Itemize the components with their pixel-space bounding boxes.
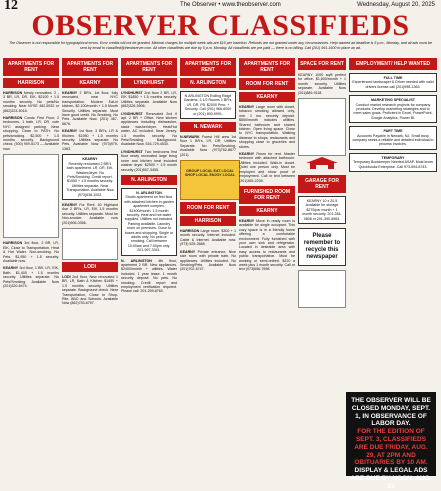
masthead-title: OBSERVER CLASSIFIEDS <box>31 9 410 42</box>
ad-title: HARRISON <box>3 241 23 246</box>
classified-ad <box>62 203 118 225</box>
ad-title: KEARNY <box>180 249 196 254</box>
ad-text: Two bedrooms first floor newly renovated large living room and kitchen heat included washer dryer. $2500 + 1.5 month security (201)507-3455. <box>121 149 177 172</box>
ad-title: KEARNY <box>62 129 78 134</box>
subsection-header: LODI <box>62 262 118 272</box>
ad-title: KEARNY <box>62 202 78 207</box>
classified-ad <box>3 241 59 263</box>
ad-text: Renovated 2nd fl apt. 2 BR + Office. New kitchen appliances including dishwasher, stack washer/dryer. Heat/Hot water, AC included. Near Jersey. 1.5 months security. No Pets/Smoking. Background. Available Now. 516-729-4530. <box>121 111 177 147</box>
page-number: 12 <box>4 0 18 13</box>
classified-ad <box>3 91 59 113</box>
ad-title: N. ARLINGTON <box>136 190 162 195</box>
classified-ad <box>121 91 177 109</box>
ad-title: TEMPORARY <box>381 155 405 160</box>
section-header: APARTMENTS FOR RENT <box>3 58 59 76</box>
ad-text: Studio apartment on first floor with attached kitchen in garden apartment complex. $1400/month. 1.5 month security. Heat and hot water supplied. Utilities not included. Parking available. Laundry room on premises. Close to buses and shopping. Single or adults only. No pets or smoking. Call between 10:00am and 7:00pm only. 201-997-3341. <box>124 195 174 253</box>
policy-notice: The Observer is not responsible for typographical errors. Error credits will not be granted. Minimal charges for multiple week ads are $10 per insertion. Refunds are not granted under any circumstances. Help wanted ad deadline is 5 p.m., Monday, and all ads must be sent by email to classified@theobserver.com. All other classifieds are due by 5 p.m. Monday. All classifieds are pre-paid — there is no billing. Call (201) 991-1600 to place an ad. <box>8 41 432 50</box>
ad-text: Private entrance. Nice size room with private bath. No appliances. Utilities included. No Smoking/Pets. Available Now (201)702-6747. <box>180 249 236 272</box>
masthead <box>0 9 441 42</box>
boxed-ad <box>62 154 118 200</box>
classified-ad <box>62 129 118 151</box>
subsection-header: KEARNY <box>62 78 118 88</box>
ad-text: 1st floor, 3 BR's, LR & Kitchen. $1950 + 1.5 months security. Utilities separate. No Pets. Available Now. (973)979-1383. <box>62 129 118 151</box>
classified-ad: KEARNY 1000 sq/ft perfect for office. $1,600/month + 1 month security. Utilities separate. Available Now (201)889-9118. <box>298 73 346 95</box>
ad-text: 4th floor, apartment 2 BR. New appliances. $2400/month + utilities. Water included. 1 year lease. 1 month security deposit. No pets. No smoking. Credit report and employment verification required. Please call. 201-259-8760. <box>121 258 177 294</box>
shop-local-graphic: GROUP LOCAL EAT LOCAL SHOP LOCAL ENJOY LOCAL <box>180 160 240 200</box>
ad-text: Recently renovated 2 BR/1 bath apartment. LR, DR, EIK. Washer/dryer. No Pets/Smoking. Credit report. $1950 + 1.5 months security. Utilities separate. Near Transportation. Available Now (973)636-1002. <box>66 161 114 197</box>
closure-notice-line: FOR THE EDITION OF SEPT. 3, CLASSIFIEDS ARE DUE FRIDAY, AUG. 29, AT 2PM AND OBITUARIES BY 10 AM. <box>354 428 428 467</box>
column-harrison-apartments <box>3 58 59 291</box>
boxed-ad <box>349 126 437 150</box>
section-header: APARTMENTS FOR RENT <box>180 58 236 76</box>
classified-ad <box>121 112 177 147</box>
classified-ad <box>180 229 236 247</box>
subsection-header: LYNDHURST <box>121 78 177 88</box>
column-kearny-apartments <box>62 58 118 309</box>
ad-text: 2 BR's, 1st floor, fully renovated, near NYC transportation. Modern Eat-in kitchen, $2,100/month + 1.5 Month Security. Utilities separate. Must have good credit. No Smoking, No Pets. Available Now. (201) 467-6876. <box>62 91 118 126</box>
section-header: APARTMENTS FOR RENT <box>239 58 295 76</box>
classified-ad <box>121 259 177 294</box>
classified-ad <box>62 275 118 306</box>
ad-text: Experienced landscaper & Driver needed with valid drivers license call (201)998-1363. <box>352 80 434 89</box>
boxed-ad: KEARNY 10 x 20.5 Available for storage $275/per month + 1 month security. 201-284-0808 or 201-390-5964. <box>298 196 346 224</box>
ad-title: LODI <box>62 274 71 279</box>
closure-notice <box>346 392 436 490</box>
boxed-ad <box>349 153 437 172</box>
classified-ad <box>239 105 295 149</box>
boxed-ad: N.ARLINGTON Rolling Ridge Gardens. 3 1/2 Rooms 1 BR's, LR, DR, FB. $2000 Pmo. + Security. Call (201) 966-6000 or (201) 800-9991. <box>180 91 236 119</box>
ad-text: Newly renovated. 2 - 3 BR, LR, DR, EIK. $2100 + 1.5 months security. No pets/No smoking. Near NYSE 482-5532 or (862)223-5016. <box>3 91 59 113</box>
section-header: GARAGE FOR RENT <box>298 175 346 193</box>
ad-text: Accounts Payable in Newark, NJ. Small busy company seeks a reliable and detailed individual to process invoices. <box>352 133 434 147</box>
ad-text: 2nd floor 2 BR, LR, EIK $1850 + 1.5 months security. Utilities separate. Available Now (862)326-5906. <box>121 91 177 109</box>
subsection-header: N. ARLINGTON <box>180 78 236 88</box>
subsection-header: KEARNY <box>239 206 295 216</box>
classified-ad <box>3 116 59 151</box>
column-narlington-apartments <box>180 58 236 275</box>
ad-title: LYNDHURST <box>121 111 143 116</box>
section-header: APARTMENTS FOR RENT <box>121 58 177 76</box>
ad-text: 2nd floor, New renovated 1 BR, LR, Bath & Kitchen $1450 + 1.5 months security. Utilities separate. Background check. Near Transportation, Close to Shop-Rite, ABO and Schools. Available Now (862)753-6797. <box>62 274 119 306</box>
ad-text: Temporary Bookkeeper Needed ASAP. Must know Quickbooks Enterprise. Call 973-594-8743. <box>353 160 433 169</box>
blank-ad-space <box>3 154 59 238</box>
section-header: ROOM FOR RENT <box>239 78 295 90</box>
ad-title: KEARNY <box>3 266 19 271</box>
ad-title: N.NEWARK <box>180 135 200 140</box>
classified-ad <box>239 152 295 183</box>
subsection-header: KEARNY <box>239 92 295 102</box>
section-header: FURNISHED ROOM FOR RENT <box>239 186 295 204</box>
recycle-reminder: Please remember to recycle this newspaper <box>298 228 346 266</box>
ad-text: Move in ready room is available for single occupant. This cozy space is in a friendly home offering a comfortable environment. Fully furnished with your own sink and refrigerator. Located in desirable area with easy access to restaurants and public transportation. Must be working or semi-retired. $220 a week plus 1 month security. Call or text (973)656-7698. <box>239 218 295 272</box>
column-lyndhurst-apartments <box>121 58 177 297</box>
blank-ad-space <box>298 270 346 308</box>
issue-date: Wednesday, August 20, 2025 <box>357 2 435 8</box>
column-rooms-for-rent <box>239 58 295 275</box>
ad-title: FULL TIME <box>383 76 403 80</box>
classified-ad <box>180 250 236 272</box>
ad-title: MARKETING SPECIALIST <box>371 98 415 103</box>
ad-text: 3rd floor, 1 BR, LR, EIK, Bath. $1,400 + 1.5 months security. Utilities separate. No Pets/Smoking. Available Now (201)320-6474. <box>3 266 59 288</box>
ad-text: Forest Hill area 1st floor 1 BR's, LR, DR, Utilities Separate. No Pets/Smoking. Available Now (973)752-8877 (201). <box>180 135 236 157</box>
subsection-header: HARRISON <box>180 216 236 226</box>
column-space-for-rent <box>298 58 346 308</box>
classified-ad <box>121 150 177 172</box>
classified-ad <box>3 266 59 288</box>
classified-ad <box>62 91 118 126</box>
section-header: ROOM FOR RENT <box>180 202 236 214</box>
subsection-header: N. ARLINGTON <box>121 175 177 185</box>
ad-title: KEARNY <box>239 105 255 109</box>
section-header: SPACE FOR RENT <box>298 58 346 70</box>
site-name: The Observer • www.theobserver.com <box>180 2 281 8</box>
blank-ad-space <box>298 98 346 156</box>
blank-ad-space <box>62 228 118 260</box>
section-header: EMPLOYMENT/ HELP WANTED <box>349 58 437 70</box>
ad-text: Conduct market research projects for company products. Develop marketing strategies and to meet sales goals. Proficient in Excel, PowerPoint, Google Analytics, Power BI. <box>353 102 433 120</box>
boxed-ad <box>349 73 437 92</box>
ad-text: For Rent. 40 Highland Ave 2 BR's, LR, EIK 1.5 months security. Utilities separate. Must be Non-smoker. Available now (201)906-0356. <box>62 202 118 225</box>
subsection-header: N. NEWARK <box>180 122 236 132</box>
boxed-ad <box>121 188 177 256</box>
ad-title: KEARNY <box>82 157 98 162</box>
classified-ad <box>180 135 236 157</box>
ad-text: Condo First Floor, 2 bedrooms, 1 bath, LR, DR, cute NYC assigned parking. Near shopping. Close to PATH. No pets/smoking. $2,500 + 1.5 months security. Background check. (500) 909-5173 — Available now. <box>3 116 60 151</box>
ad-title: KEARNY <box>239 152 255 157</box>
ad-title: N. ARLINGTON <box>121 258 152 263</box>
boxed-ad <box>349 95 437 123</box>
column-employment <box>349 58 437 175</box>
ad-title: KEARNY <box>62 91 78 95</box>
subsection-header: HARRISON <box>3 78 59 88</box>
garage-icon <box>298 156 346 170</box>
ad-title: LYNDHURST <box>121 91 143 95</box>
classified-ad <box>239 219 295 272</box>
section-header: APARTMENTS FOR RENT <box>62 58 118 76</box>
ad-title: LYNDHURST <box>121 149 143 154</box>
ad-title: KEARNY <box>239 218 255 223</box>
ad-title: PART TIME <box>383 129 403 134</box>
ad-title: HARRISON <box>3 116 23 121</box>
closure-notice-line: DISPLAY & LEGAL ADS ARE DUE BY NOON, AUG. 28 <box>350 467 432 490</box>
ad-text: Large room. $300 + 1 month security. Internet included. Cable & Internet. Available now. (973) 525-2868. <box>180 229 237 247</box>
ad-text: Large room with closet, tobacco smoking allowed only, one. 1 mo. security deposit. $850/month includes utilities. Shared bathroom and shared kitchen. Open living space. Close to NYC transportation. Walking distance to shops, restaurants and shopping close to groceries and stores. <box>239 105 296 149</box>
ad-title: HARRISON <box>3 91 23 95</box>
closure-notice-line: THE OBSERVER WILL BE CLOSED MONDAY, SEPT. 1, IN OBSERVANCE OF LABOR DAY. <box>351 397 431 428</box>
ad-text: Room for rent. Master bedroom with attached bathroom. Utilities included. Walk-in closet. Quiet one person only. Must be employed and show proof of employment. Call or text between (201)365-2235. <box>239 152 296 183</box>
ad-text: 3rd floor, 3 BR, LR, EIK, Close to Transportation. Heat & Hot Water. Non-smoking. No Pets. $1,950 + 1.5 security. Available now. <box>3 241 60 263</box>
ad-title: HARRISON <box>180 229 200 234</box>
